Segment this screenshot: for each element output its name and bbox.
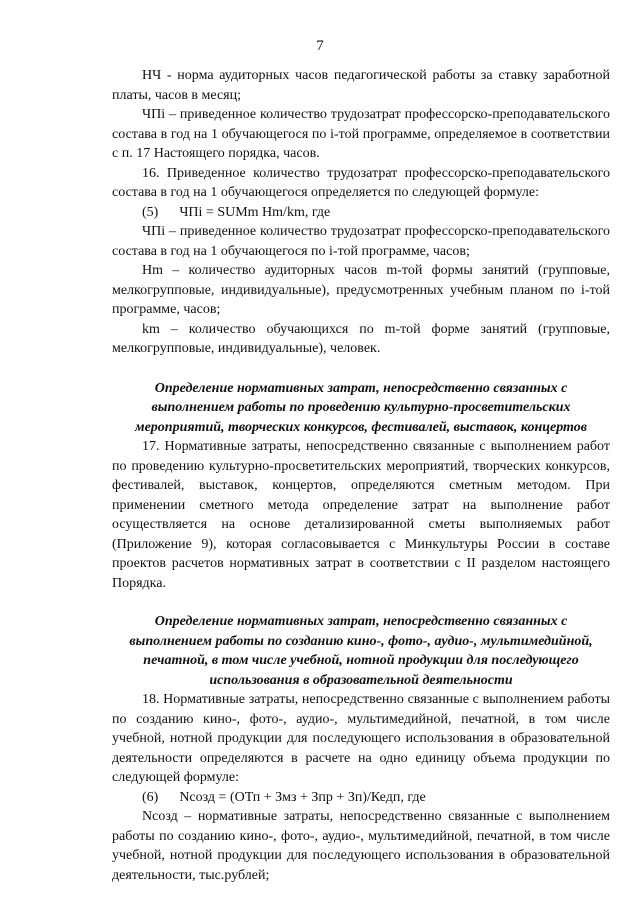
section-heading-media-production: Определение нормативных затрат, непосредственно связанных с выполнением работы по созданию кино-, фото-, аудио-, мультимедийной, печатной, в том числе учебной, нотной продукции для последующего использования в образовательной деятельности xyxy=(129,614,593,688)
paragraph-chpi-variable: ЧПi – приведенное количество трудозатрат профессорско-преподавательского состава в год на 1 обучающегося по i-той программе, часов; xyxy=(112,224,610,259)
paragraph-17: 17. Нормативные затраты, непосредственно связанные с выполнением работ по проведению культурно-просветительских мероприятий, творческих конкурсов, фестивалей, выставок, концертов, определяются сметным методом. При применении сметного метода определение затрат на выполнение работ осуществляется на основе детализированной сметы выполняемых работ (Приложение 9), которая согласовывается с Минкультуры России в составе проектов расчетов нормативных затрат в соответствии с II разделом настоящего Порядка. xyxy=(112,439,610,591)
paragraph-nsozd-variable: Nсозд – нормативные затраты, непосредственно связанные с выполнением работы по созданию кино-, фото-, аудио-, мультимедийной, печатной, в том числе учебной, нотной продукции для последующего использования в образовательной деятельности, тыс.рублей; xyxy=(112,809,610,883)
paragraph-chpi-definition: ЧПi – приведенное количество трудозатрат профессорско-преподавательского состава в год на 1 обучающегося по i-той программе, определяемое в соответствии с п. 17 Настоящего порядка, часов. xyxy=(112,107,610,161)
paragraph-16: 16. Приведенное количество трудозатрат профессорско-преподавательского состава в год на 1 обучающегося определяется по следующей формуле: xyxy=(112,165,610,200)
page-content xyxy=(112,66,610,885)
paragraph-18: 18. Нормативные затраты, непосредственно связанные с выполнением работы по созданию кино-, фото-, аудио-, мультимедийной, печатной, в том числе учебной, нотной продукции для последующего использования в образовательной деятельности определяются в расчете на одно единицу объема продукции по следующей формуле: xyxy=(112,692,610,785)
section-heading-cultural-events: Определение нормативных затрат, непосредственно связанных с выполнением работы по проведению культурно-просветительских мероприятий, творческих конкурсов, фестивалей, выставок, концертов xyxy=(134,380,587,435)
paragraph-km-variable: km – количество обучающихся по m-той форме занятий (групповые, мелкогрупповые, индивидуальные), человек. xyxy=(112,321,610,356)
formula-5: (5) ЧПi = SUMm Hm/km, где xyxy=(142,204,331,220)
paragraph-hm-variable: Hm – количество аудиторных часов m-той формы занятий (групповые, мелкогрупповые, индивидуальные), предусмотренных учебным планом по i-той программе, часов; xyxy=(112,263,610,317)
formula-6: (6) Nсозд = (ОТп + Змз + Зпр + Зп)/Кедп, где xyxy=(142,789,426,805)
page-number: 7 xyxy=(316,38,324,54)
paragraph-nch: НЧ - норма аудиторных часов педагогической работы за ставку заработной платы, часов в месяц; xyxy=(112,68,610,103)
